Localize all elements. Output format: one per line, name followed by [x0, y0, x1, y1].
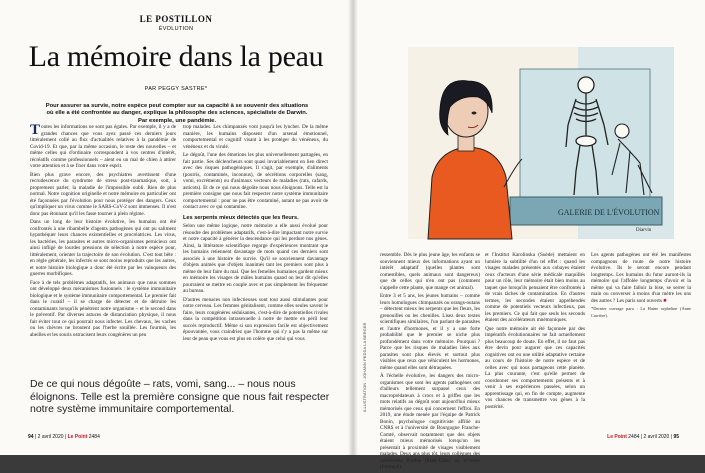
drop-cap: T: [30, 122, 41, 138]
body-paragraph: À l'échelle évolutive, les dangers des micro-organismes que sont les agents pathogènes ont d'ailleurs tellement surpassé ceux des macroprédateurs à crocs et à griffes que les mots relatifs au dégoût sont aujourd'hui mieux mémorisés que ceux qui concernent l'effroi. En 2019, une étude menée par l'équipe de Patrick Bonin, psychologue cognitiviste affilié au CNRS et à l'université de Bourgogne Franche-Comté, observait notamment que des objets étaient mieux mémorisés lorsqu'on les présentait à proximité de visages visiblement malades. Deux ans plus tôt, leurs collègues des universités Purdue (États-Unis) ou d'Ovéro (Portugal): [380, 373, 480, 470]
body-paragraph: trop malades. Les chimpanzés vont jusqu'à les lyncher. De la même manière, les humains disposent d'un arsenal émotionnel, comportemental et cognitif visant à les protéger du vénéneux, du vénéneux et du virulé.: [183, 124, 328, 150]
body-paragraph: ressemble. Dès le plus jeune âge, les enfants se souviennent mieux des informations ayant un intérêt adaptatif (quelles plantes sont comestibles, quels animaux sont dangereux) que de celles qui n'en ont pas (comment s'appelle cette plante, que mange cet animal).: [380, 252, 480, 291]
page-number: 94: [28, 434, 34, 440]
subheading: Les serpents mieux détectés que les fleurs.: [183, 214, 299, 221]
pull-quote: De ce qui nous dégoûte – rats, vomi, sang... – nous nous éloignons. Telle est la première consigne que nous fait respecter notre système immunitaire comportemental.: [30, 378, 330, 415]
case-label: GALERIE DE L'ÉVOLUTION: [558, 208, 660, 217]
paragraph-text: Les agents pathogènes ont été les manifestes compagnons de route de notre histoire évolutive. Ils le seront encore pendant longtemps. Les humains du futur auront-ils la mémoire qui l'affolée longtemps d'avoir et la même qui va faire falloir la bise, se serrer la main ou converser à moins d'un mètre les uns des autres ? Les paris sont ouverts: [591, 252, 691, 304]
footer-separator: |: [640, 434, 644, 440]
footer-separator: |: [34, 434, 38, 440]
right-footer: [607, 434, 679, 440]
body-paragraph: et l'Institut Karolinska (Suède) mettaient en lumière la subtilité d'un tel effet : quand les visages malades présentés aux cobayes étaient ceux d'acteurs d'une série médicale maquillés pour un rôle, leur mémoire était bien moins au taquet que lorsqu'ils pensaient être confrontés à de vrais tâches de contamination. En d'autres termes, les secondes étaient appréhendés comme de potentiels vecteurs infectieux, pas les premiers. Ce qui fait que seuls les seconds étaient des accélérateurs mnémoniques.: [485, 252, 585, 323]
illustration-credit: [355, 270, 365, 410]
illustration-art: [408, 47, 674, 239]
byline: PAR PEGGY SASTRE*: [144, 86, 208, 92]
right-column-1: [380, 252, 480, 473]
left-page: [0, 0, 352, 455]
credit-text: ILLUSTRATION : JOHANN PEDDA LA BERGER: [363, 322, 367, 412]
left-column-1: [30, 124, 176, 340]
body-paragraph: D'autres menaces non infectieuses sont tout aussi stimulantes pour notre cerveau. Les femmes génitalisent, comme elles seules savent le faire, leurs congénères séduisantes, c'est-à-dire de potentielles rivales dans la compétition intrasexuelle à notre de mettre en péril leur succès reproductif. Même si son expression facile est objectivement épouvantée, vous craindriez que l'homme qui s'y a pas la même sur leur de peau que vous est plus en colère que celui qui vous: [183, 296, 328, 342]
footer-issue: 2484: [88, 434, 100, 440]
body-paragraph: Que notre mémoire ait été façonnée par des impératifs évolutionnaires ne fait actuellement plus beaucoup de doute. En effet, il ne faut pas être devin pour augurer que ces capacités cognitives ont eu une utilité adaptative certaine au cours de l'histoire de notre espèce et de celles avec qui nous partageons cette planète. La plus courante, c'est qu'elle permet de coordonner ses comportements présents et à venir à ses expériences passées, selon un apprentissage qui, en fin de compte, augmente vos chances de transmettre vos gènes à la postérité.: [485, 325, 585, 410]
section-label: ÉVOLUTION: [158, 26, 194, 32]
left-footer: [28, 434, 100, 440]
footer-date: 2 avril 2020: [37, 434, 64, 440]
body-paragraph: Entre 3 et 5 ans, les jeunes humains – comme leurs homologues chimpanzés ou orangs-outans – détectent mieux les serpents que les fleurs, les grenouilles ou les chenilles. Lisez deux textes scientifiques similaires, l'un parlant de parasites et l'autre d'hormones, et il y a une forte probabilité que le premier se niche plus profondément dans votre mémoire. Pourquoi ? Parce que les risques de maladies liées aux parasites sont plus élevés et surtout plus visibles que ceux que véhiculent les hormones, même quand elles sont détraquées.: [380, 293, 480, 371]
footer-separator: |: [64, 434, 68, 440]
body-paragraph: [30, 124, 176, 170]
column-brand: LE POSTILLON: [139, 14, 213, 24]
footer-issue: 2484: [628, 434, 640, 440]
article-headline: La mémoire dans la peau: [28, 40, 324, 73]
footer-date: 2 avril 2020: [643, 434, 670, 440]
paragraph-text: outes les informations ne sont pas égales. Par exemple, il y a de grandes chances que vous ayez passé ces derniers jours littéralement collé au flux d'actualités relatives à la pandémie de Covid-19. Et que, par la même occasion, le reste des nouvelles – et même celles qui d'ordinaire correspondent à vos centres d'intérêt, récréatifs comme professionnels – aient eu un mal de chien à attirer votre attention et à se fixer dans votre esprit.: [30, 124, 176, 169]
right-page: [355, 0, 705, 470]
footer-separator: |: [670, 434, 674, 440]
left-column-2: [183, 124, 328, 344]
body-paragraph: Selon une même logique, notre mémoire a elle aussi évolué pour résoudre des problèmes adaptatifs, c'est-à-dire impactant notre survie et notre capacité à générer la descendance qui les perdure nos gènes. Ainsi, la littérature scientifique regorge d'expériences montrant que les humains retiennent davantage de mots quand ces derniers sont associés à une histoire de survie. Qu'il se souviennent davantage d'objets animés que d'objets inanimés tant les premiers sont plus à même de leur faire du mal. Que les femelles humaines gardent mieux en mémoire les visages de mâles humains quand on leur dit qu'elles pourraient se mettre en couple avec et pas simplement les fréquenter au bureau.: [183, 223, 328, 294]
body-paragraph: Face à de tels problèmes adaptatifs, les animaux que nous sommes ont développé deux mécanismes fusionnels : le système immunitaire biologique et le système immunitaire comportemental. Le premier fait dans le curatif – il se charge de détecter et de détruire les contaminants lorsqu'ils pénètrent notre organisme – et le second dans le préventif. Par diverses astuces de distanciation physique, il nous fait éviter tout ce qui pourrait nous infecter. Les chevaux, les vaches ou les chèvres ne broutent pas l'herbe souillée. Les fourmis, les abeilles et les souris ostracisent leurs congénères un peu: [30, 279, 176, 338]
body-paragraph: Dans un long de leur histoire évolutive, les humains ont été confrontés à une ribambelle d'agents pathogènes qui ont pu saliment hypothéquer leurs chances existentielles et procréatrices. Les virus, les bactéries, les parasites et autres micro-organismes pernicieux ont ainsi infligé de lourdes pressions de sélection à notre espèce pour, littéralement, orienter la trajectoire de son évolution. C'est tout bête : en règle générale, les infectés se sont moins reproduits que les autres, et notre histoire biologique a donc été écrite par les vainqueurs des guerres morbifiques.: [30, 219, 176, 277]
article-illustration: [408, 47, 674, 239]
author-footnote: *Dernier ouvrage paru : La Haine orpheline (Anne Carrière).: [591, 306, 691, 318]
right-column-2: [485, 252, 585, 412]
body-paragraph: [591, 252, 691, 304]
right-column-3: [591, 252, 691, 321]
body-paragraph: Bien plus grave encore, des psychiatres avertissent d'une recrudescence du syndrome de stress post-traumatique, soit, à proprement parler, la maladie de l'impossible oubli. Rien de plus normal. Notre cognition originelle et notre mémoire en particulier ont été façonnées par l'évolution pour nous protéger des dangers. Ceux qu'impliquer un virus comme le SARS-CoV-2 sont immenses. Il n'est donc pas étonnant qu'il les fasse tourner à plein régime.: [30, 171, 176, 217]
page-number: 95: [673, 434, 679, 440]
footer-brand: Le Point: [67, 434, 88, 440]
end-mark: ■: [663, 297, 667, 304]
article-lede: Pour assurer sa survie, notre espèce peut compter sur sa capacité à se souvenir des situations où elle a été confrontée au danger, explique la philosophe des sciences, spécialiste de Darwin. Par exemple, une pandémie.: [45, 103, 309, 124]
body-paragraph: Le dégoût, l'une des émotions les plus universellement partagées, en fait partie. Ses déclencheurs sont quasi invariablement en lien direct avec des risques pathogéniques. Il s'agit, par exemple, d'aliments (pourris, contaminés, inconnus), de sécrétions corporelles (sang, vomi, excréments) ou d'animaux vecteurs de maladies (rats, cafards, asticots). Et de ce qui nous dégoûte nous nous éloignons. Telle est la première consigne que nous fait respecter notre système immunitaire comportemental : pour ne pas être contaminé, autant ne pas avoir de contact avec ce qui contamine.: [183, 152, 328, 210]
footer-brand: Le Point: [607, 434, 627, 440]
artist-signature: Diarvin: [636, 228, 652, 233]
